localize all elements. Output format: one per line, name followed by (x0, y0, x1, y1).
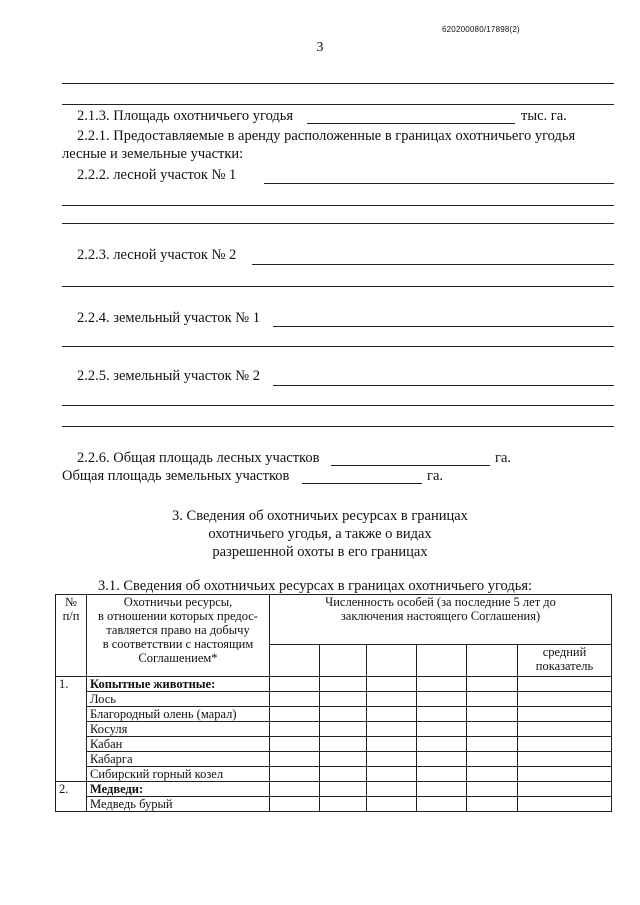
section-3-title-line3: разрешенной охоты в его границах (212, 544, 428, 560)
year-cell (270, 645, 320, 677)
count-cell (467, 722, 518, 737)
forest-total-label: 2.2.6. Общая площадь лесных участков (77, 450, 320, 466)
land-total-unit: га. (427, 468, 444, 484)
count-cell (320, 692, 367, 707)
forest-plot-1-blank (264, 183, 614, 184)
count-cell (320, 707, 367, 722)
count-cell (367, 767, 417, 782)
count-cell (367, 797, 417, 812)
section-3-title-line2: охотничьего угодья, а также о видах (208, 526, 432, 542)
count-cell (367, 722, 417, 737)
average-cell (518, 737, 612, 752)
forest-total-blank (331, 465, 490, 466)
forest-plot-1-label: 2.2.2. лесной участок № 1 (77, 167, 237, 183)
land-plot-2-blank (62, 405, 614, 406)
species-name: Кабан (87, 737, 270, 752)
average-cell (518, 722, 612, 737)
table-row (56, 692, 612, 707)
forest-plot-1-blank (62, 205, 614, 206)
count-cell (320, 752, 367, 767)
year-cell (417, 645, 467, 677)
count-cell (467, 692, 518, 707)
count-cell (270, 752, 320, 767)
average-cell (518, 692, 612, 707)
count-cell (270, 722, 320, 737)
year-cell (320, 645, 367, 677)
count-cell (417, 797, 467, 812)
count-cell (367, 692, 417, 707)
count-cell (367, 737, 417, 752)
count-cell (467, 737, 518, 752)
count-cell (417, 722, 467, 737)
count-cell (467, 707, 518, 722)
land-plot-1-blank (62, 346, 614, 347)
count-cell (467, 767, 518, 782)
group-row (56, 782, 612, 797)
count-cell (417, 752, 467, 767)
count-cell (320, 737, 367, 752)
count-cell (270, 767, 320, 782)
average-cell (518, 782, 612, 797)
count-cell (467, 677, 518, 692)
forest-plot-2-blank (252, 264, 614, 265)
species-name: Косуля (87, 722, 270, 737)
species-name: Благородный олень (марал) (87, 707, 270, 722)
year-cell (467, 645, 518, 677)
count-cell (270, 797, 320, 812)
average-cell (518, 797, 612, 812)
species-name: Медведь бурый (87, 797, 270, 812)
species-name: Кабарга (87, 752, 270, 767)
count-cell (270, 737, 320, 752)
group-name: Медведи: (87, 782, 270, 797)
row-number: 1. (56, 677, 87, 782)
count-cell (270, 692, 320, 707)
count-cell (417, 677, 467, 692)
table-row (56, 752, 612, 767)
table-row (56, 797, 612, 812)
count-cell (467, 782, 518, 797)
forest-plot-2-label: 2.2.3. лесной участок № 2 (77, 247, 237, 263)
group-name: Копытные животные: (87, 677, 270, 692)
land-total-label: Общая площадь земельных участков (62, 468, 290, 484)
land-plot-2-blank (273, 385, 614, 386)
land-plot-1-label: 2.2.4. земельный участок № 1 (77, 310, 260, 326)
count-cell (417, 737, 467, 752)
count-cell (270, 707, 320, 722)
table-row (56, 737, 612, 752)
row-number: 2. (56, 782, 87, 812)
document-id: 620200080/17898(2) (442, 25, 520, 34)
count-cell (417, 782, 467, 797)
table-row (56, 767, 612, 782)
area-unit: тыс. га. (521, 108, 567, 124)
average-cell (518, 767, 612, 782)
separator-line (62, 83, 614, 84)
average-cell (518, 752, 612, 767)
area-label: 2.1.3. Площадь охотничьего угодья (77, 108, 294, 124)
species-name: Сибирский горный козел (87, 767, 270, 782)
group-row (56, 677, 612, 692)
resources-table-body (56, 677, 612, 812)
year-cell (367, 645, 417, 677)
resources-table-heading: 3.1. Сведения об охотничьих ресурсах в границах охотничьего угодья: (98, 578, 533, 594)
area-blank (307, 123, 515, 124)
page-number: 3 (316, 40, 324, 55)
land-plot-1-blank (273, 326, 614, 327)
average-cell (518, 707, 612, 722)
count-cell (467, 752, 518, 767)
col-header-average: средний показатель (518, 645, 612, 677)
species-name: Лось (87, 692, 270, 707)
forest-plot-1-blank (62, 223, 614, 224)
plots-intro-line1: 2.2.1. Предоставляемые в аренду расположенные в границах охотничьего угодья (77, 128, 576, 144)
count-cell (417, 767, 467, 782)
separator-line (62, 104, 614, 105)
count-cell (320, 797, 367, 812)
count-cell (417, 692, 467, 707)
table-row (56, 707, 612, 722)
count-cell (417, 707, 467, 722)
count-cell (320, 722, 367, 737)
land-plot-2-blank (62, 426, 614, 427)
count-cell (367, 677, 417, 692)
count-cell (270, 782, 320, 797)
land-plot-2-label: 2.2.5. земельный участок № 2 (77, 368, 260, 384)
table-row (56, 722, 612, 737)
section-3-title-line1: 3. Сведения об охотничьих ресурсах в границах (172, 508, 468, 524)
plots-intro-line2: лесные и земельные участки: (62, 146, 244, 162)
col-header-count: Численность особей (за последние 5 лет до заключения настоящего Соглашения) (270, 595, 612, 645)
count-cell (367, 782, 417, 797)
count-cell (367, 707, 417, 722)
count-cell (320, 677, 367, 692)
land-total-blank (302, 483, 422, 484)
count-cell (270, 677, 320, 692)
forest-total-unit: га. (495, 450, 512, 466)
count-cell (320, 782, 367, 797)
count-cell (367, 752, 417, 767)
forest-plot-2-blank (62, 286, 614, 287)
col-header-resources: Охотничьи ресурсы, в отношении которых предос- тавляется право на добычу в соответствии с настоящим Соглашением* (87, 595, 270, 677)
resources-table (55, 594, 612, 812)
col-header-number: № п/п (56, 595, 87, 677)
count-cell (320, 767, 367, 782)
count-cell (467, 797, 518, 812)
average-cell (518, 677, 612, 692)
